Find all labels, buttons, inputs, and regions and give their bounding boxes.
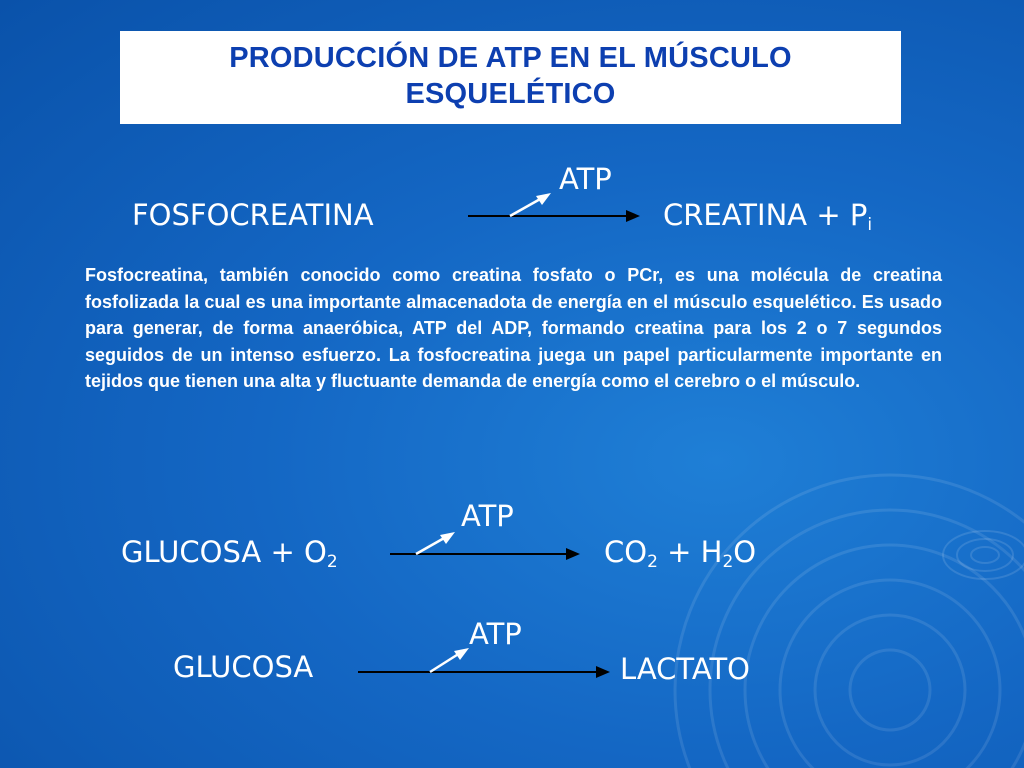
- reaction2-product-co: CO: [604, 535, 648, 569]
- reaction2-arrow-icon: [384, 525, 584, 565]
- reaction2-reactant-subscript: 2: [326, 552, 338, 572]
- reaction3-product: LACTATO: [620, 652, 750, 686]
- reaction1-product: [663, 198, 872, 235]
- reaction1-product-subscript: i: [867, 215, 873, 235]
- reaction1-reactant: FOSFOCREATINA: [132, 198, 374, 232]
- reaction1-product-text: CREATINA + P: [663, 198, 868, 232]
- reaction2-product-h-subscript: 2: [722, 552, 734, 572]
- reaction3-reactant: GLUCOSA: [173, 650, 314, 684]
- reaction2-product-o: O: [733, 535, 757, 569]
- reaction1-arrow-label: ATP: [559, 162, 612, 196]
- reaction2-reactant: [121, 535, 338, 572]
- reaction2-product-h: + H: [657, 535, 723, 569]
- slide-title-line-1: PRODUCCIÓN DE ATP EN EL MÚSCULO: [229, 42, 792, 74]
- reaction2-product: [604, 535, 756, 572]
- reaction2-product-co-subscript: 2: [647, 552, 658, 572]
- title-box: [120, 31, 901, 124]
- reaction3-arrow-label: ATP: [469, 617, 522, 651]
- reaction2-arrow-label: ATP: [461, 499, 514, 533]
- reaction3-arrow-icon: [352, 640, 614, 680]
- reaction1-arrow-icon: [462, 188, 642, 228]
- reaction2-reactant-text: GLUCOSA + O: [121, 535, 327, 569]
- description-paragraph: Fosfocreatina, también conocido como creatina fosfato o PCr, es una molécula de creatina fosfolizada la cual es una importante almacenadota de energía en el músculo esquelético. Es usado para generar, de forma anaeróbica, ATP del ADP, formando creatina para los 2 o 7 segundos seguidos de un intenso esfuerzo. La fosfocreatina juega un papel particularmente importante en tejidos que tienen una alta y fluctuante demanda de energía como el cerebro o el músculo.: [85, 265, 942, 391]
- slide-title-line-2: ESQUELÉTICO: [405, 78, 616, 110]
